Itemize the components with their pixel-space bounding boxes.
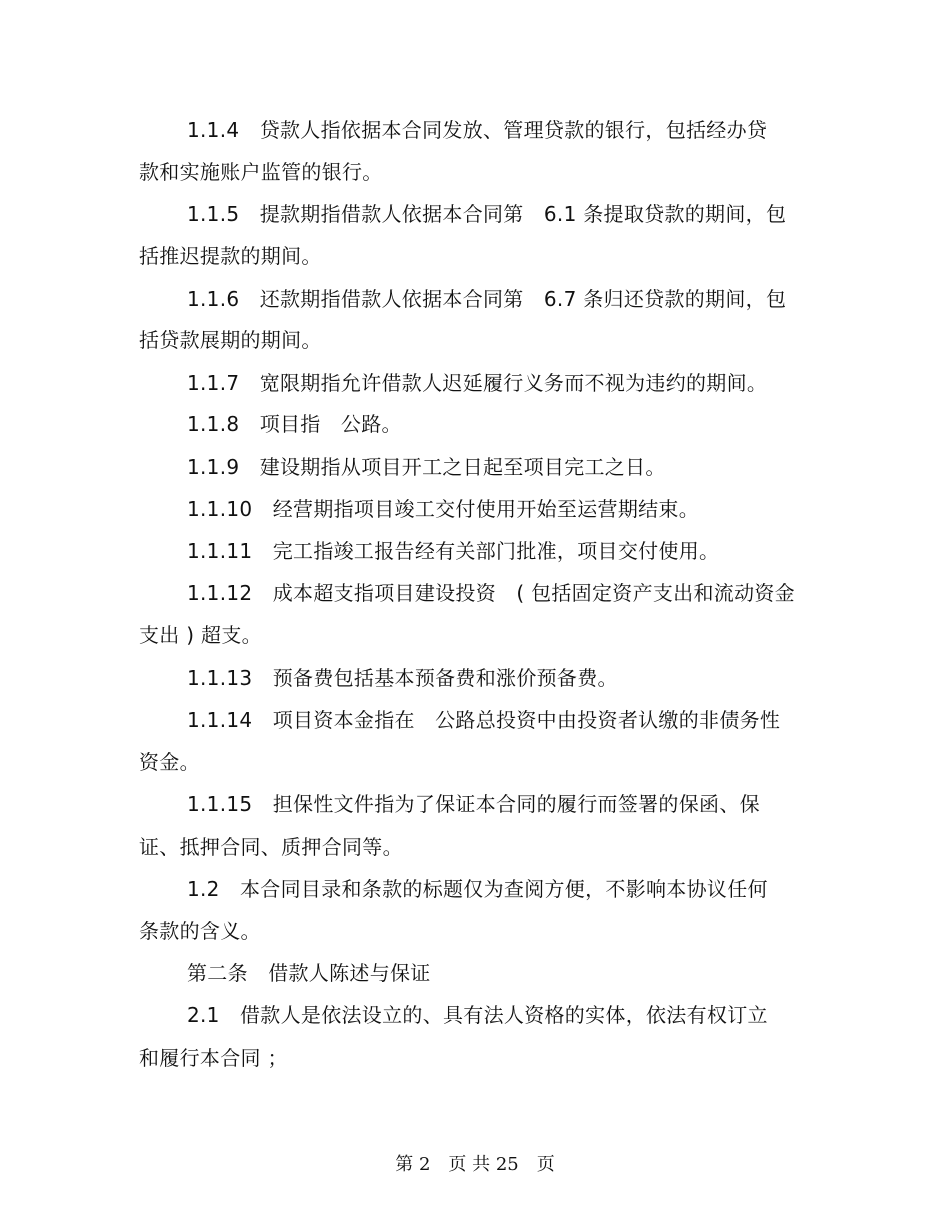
article-2-heading: 第二条 借款人陈述与保证 [187, 961, 431, 985]
clause-1-1-6: 1.1.6 还款期指借款人依据本合同第 6.7 条归还贷款的期间，包 [187, 287, 787, 311]
clause-1-1-9: 1.1.9 建设期指从项目开工之日起至项目完工之日。 [187, 455, 666, 479]
clause-1-1-5-cont: 括推迟提款的期间。 [139, 244, 322, 268]
clause-1-1-7: 1.1.7 宽限期指允许借款人迟延履行义务而不视为违约的期间。 [187, 371, 768, 395]
clause-1-1-4: 1.1.4 贷款人指依据本合同发放、管理贷款的银行，包括经办贷 [187, 118, 768, 142]
clause-1-1-15: 1.1.15 担保性文件指为了保证本合同的履行而签署的保函、保 [187, 792, 760, 816]
clause-1-1-13: 1.1.13 预备费包括基本预备费和涨价预备费。 [187, 666, 618, 690]
clause-1-1-12-cont: 支出 ) 超支。 [139, 623, 262, 647]
clause-1-1-8: 1.1.8 项目指 公路。 [187, 412, 402, 436]
clause-1-2-cont: 条款的含义。 [139, 919, 261, 943]
page-number-footer: 第 2 页 共 25 页 [395, 1154, 555, 1175]
clause-1-1-6-cont: 括贷款展期的期间。 [139, 328, 322, 352]
clause-2-1: 2.1 借款人是依法设立的、具有法人资格的实体，依法有权订立 [187, 1003, 768, 1027]
clause-2-1-cont: 和履行本合同 ； [139, 1046, 288, 1070]
clause-1-1-15-cont: 证、抵押合同、质押合同等。 [139, 835, 403, 859]
clause-1-1-11: 1.1.11 完工指竣工报告经有关部门批准，项目交付使用。 [187, 539, 720, 563]
clause-1-2: 1.2 本合同目录和条款的标题仅为查阅方便，不影响本协议任何 [187, 877, 768, 901]
clause-1-1-12: 1.1.12 成本超支指项目建设投资 ( 包括固定资产支出和流动资金 [187, 581, 795, 605]
clause-1-1-10: 1.1.10 经营期指项目竣工交付使用开始至运营期结束。 [187, 497, 700, 521]
clause-1-1-14-cont: 资金。 [139, 750, 200, 774]
clause-1-1-14: 1.1.14 项目资本金指在 公路总投资中由投资者认缴的非债务性 [187, 708, 781, 732]
clause-1-1-4-cont: 款和实施账户监管的银行。 [139, 160, 383, 184]
clause-1-1-5: 1.1.5 提款期指借款人依据本合同第 6.1 条提取贷款的期间，包 [187, 202, 787, 226]
